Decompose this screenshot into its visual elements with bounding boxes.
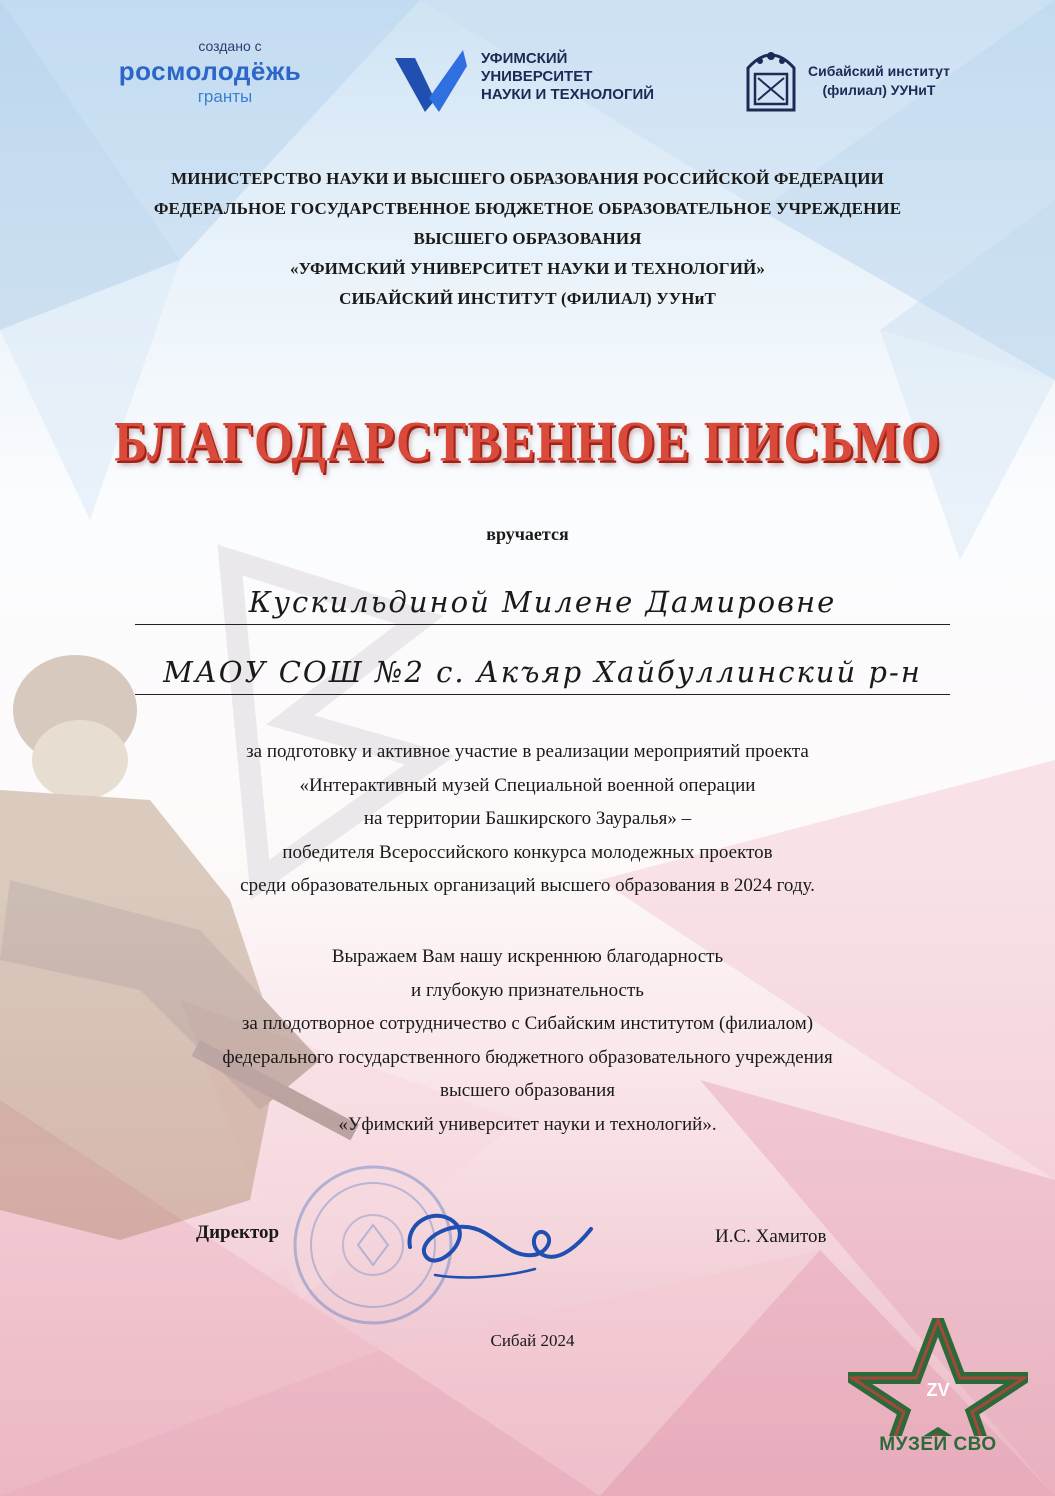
director-name: И.С. Хамитов <box>715 1226 827 1247</box>
museum-badge: ZV <box>926 1380 950 1400</box>
reason-line: на территории Башкирского Зауралья» – <box>363 808 692 829</box>
place-date: Сибай 2024 <box>490 1331 575 1350</box>
sibay-line-1: Сибайский институт <box>808 63 950 79</box>
sibay-institute-name <box>808 62 950 100</box>
gratitude-paragraph <box>60 940 995 1141</box>
director-label: Директор <box>196 1222 280 1243</box>
reason-line: за подготовку и активное участие в реализации мероприятий проекта <box>246 741 809 762</box>
header-line: ВЫСШЕГО ОБРАЗОВАНИЯ <box>413 229 642 248</box>
reason-line: «Интерактивный музей Специальной военной операции <box>299 774 756 796</box>
museum-star-icon <box>848 1318 1028 1436</box>
header-line: СИБАЙСКИЙ ИНСТИТУТ (ФИЛИАЛ) УУНиТ <box>339 289 716 308</box>
header-line: ФЕДЕРАЛЬНОЕ ГОСУДАРСТВЕННОЕ БЮДЖЕТНОЕ ОБРАЗОВАТЕЛЬНОЕ УЧРЕЖДЕНИЕ <box>153 199 902 218</box>
museum-logo-text: МУЗЕЙ СВО <box>879 1434 997 1455</box>
logo-row <box>0 38 1055 128</box>
gratitude-line: «Уфимский университет науки и технологий». <box>338 1113 717 1135</box>
ufa-line-2: УНИВЕРСИТЕТ <box>481 68 593 85</box>
recipient-organization: МАОУ СОШ №2 с. Акъяр Хайбуллинский р-н <box>135 650 950 695</box>
gratitude-line: федерального государственного бюджетного образовательного учреждения <box>222 1046 833 1068</box>
institution-header <box>60 164 995 314</box>
created-with-label: создано с <box>198 38 262 54</box>
gratitude-line: и глубокую признательность <box>411 979 644 1001</box>
rosmolodezh-brand: росмолодёжь <box>118 56 302 86</box>
gratitude-line: Выражаем Вам нашу искреннюю благодарность <box>331 946 724 967</box>
header-line: «УФИМСКИЙ УНИВЕРСИТЕТ НАУКИ И ТЕХНОЛОГИЙ» <box>290 259 765 278</box>
ufa-line-3: НАУКИ И ТЕХНОЛОГИЙ <box>481 86 655 103</box>
letter-title: БЛАГОДАРСТВЕННОЕ ПИСЬМО <box>114 408 941 474</box>
reason-line: победителя Всероссийского конкурса молодежных проектов <box>282 841 773 863</box>
sibay-line-2: (филиал) УУНиТ <box>822 82 936 98</box>
reason-paragraph <box>60 735 995 903</box>
uust-mark-icon <box>395 50 467 112</box>
gratitude-line: высшего образования <box>439 1080 616 1101</box>
ufa-university-logo <box>395 50 715 120</box>
reason-line: среди образовательных организаций высшего образования в 2024 году. <box>240 875 815 896</box>
ufa-line-1: УФИМСКИЙ <box>481 50 568 67</box>
museum-svo-logo <box>848 1318 1028 1468</box>
presented-label: вручается <box>486 524 569 544</box>
header-line: МИНИСТЕРСТВО НАУКИ И ВЫСШЕГО ОБРАЗОВАНИЯ РОССИЙСКОЙ ФЕДЕРАЦИИ <box>171 169 884 188</box>
rosmolodezh-logo <box>80 38 340 107</box>
ufa-university-name <box>481 50 654 104</box>
recipient-name: Кускильдиной Милене Дамировне <box>135 580 950 625</box>
sibay-emblem-icon <box>742 42 800 114</box>
grants-label: гранты <box>197 87 253 106</box>
sibay-institute-logo <box>742 42 1032 122</box>
director-signature <box>395 1185 595 1295</box>
gratitude-line: за плодотворное сотрудничество с Сибайским институтом (филиалом) <box>241 1013 814 1034</box>
